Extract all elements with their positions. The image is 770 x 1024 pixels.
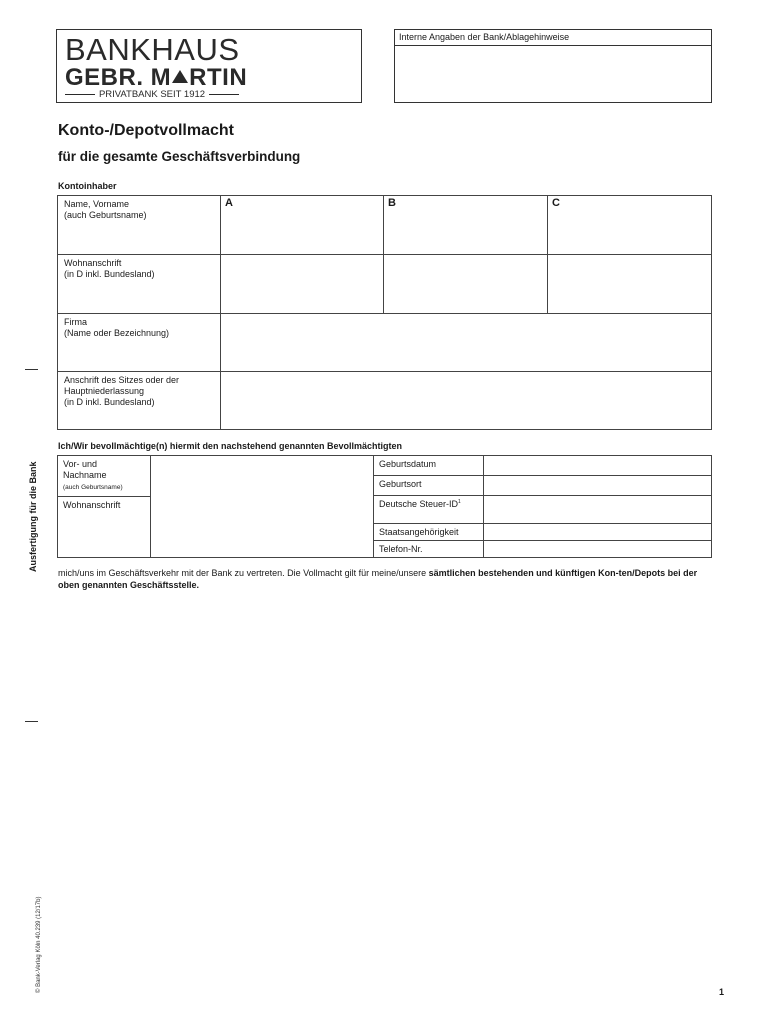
holder-row-company: [58, 314, 711, 372]
attorney-name-address-field[interactable]: [151, 456, 374, 557]
field-birth-date[interactable]: Geburtsdatum: [374, 456, 711, 476]
logo-bankhaus: BANKHAUS: [65, 32, 240, 67]
authorization-text: mich/uns im Geschäftsverkehr mit der Bank zu vertreten. Die Vollmacht gilt für meine/unsere sämtlichen bestehenden und künftigen Kon-ten/Depots bei der oben genannten Geschäftsstelle.: [58, 568, 698, 590]
page-number: 1: [719, 987, 725, 997]
field-tax-id[interactable]: Deutsche Steuer-$ID^1$: [374, 496, 711, 524]
holder-section-label: Kontoinhaber: [58, 181, 117, 191]
attorney-table: [57, 455, 712, 558]
holder-address-b-field[interactable]: [384, 255, 548, 313]
copyright-note: © Bank-Verlag Köln 40.239 (12/17b): [36, 896, 42, 993]
holder-row-label: Wohnanschrift (in D inkl. Bundesland): [58, 255, 221, 313]
holder-company-field[interactable]: [221, 314, 711, 371]
holder-name-a-field[interactable]: A: [221, 196, 384, 254]
holder-row-name: [58, 196, 711, 255]
page-title: Konto-/Depotvollmacht: [58, 122, 234, 139]
holder-company-address-field[interactable]: [221, 372, 711, 429]
logo-tagline: PRIVATBANK SEIT 1912: [65, 89, 239, 100]
holder-row-label: Firma (Name oder Bezeichnung): [58, 314, 221, 371]
attorney-section-label: Ich/Wir bevollmächtige(n) hiermit den nachstehend genannten Bevollmächtigten: [58, 441, 402, 451]
holder-row-company-address: [58, 372, 711, 429]
internal-notes-header: Interne Angaben der Bank/Ablagehinweise: [395, 30, 711, 46]
copy-for-bank-label: Ausfertigung für die Bank: [28, 461, 38, 572]
bank-logo: [56, 29, 362, 103]
logo-gebr-martin: GEBR. M RTIN: [65, 64, 248, 91]
holder-name-c-field[interactable]: C: [552, 197, 560, 209]
holder-name-b-field[interactable]: B: [384, 196, 548, 254]
holder-row-label: Name, Vorname (auch Geburtsname): [58, 196, 221, 254]
holder-row-address: [58, 255, 711, 314]
fold-mark-bottom: [25, 721, 38, 722]
holder-table: [57, 195, 712, 430]
holder-address-c-field[interactable]: [548, 255, 711, 313]
field-phone[interactable]: Telefon-Nr.: [374, 541, 711, 557]
field-nationality[interactable]: Staatsangehörigkeit: [374, 524, 711, 541]
page-subtitle: für die gesamte Geschäftsverbindung: [58, 149, 301, 164]
attorney-name-label: Vor- und Nachname (auch Geburtsname): [63, 459, 123, 491]
field-birth-place[interactable]: Geburtsort: [374, 476, 711, 496]
holder-row-label: Anschrift des Sitzes oder der Hauptniederlassung (in D inkl. Bundesland): [58, 372, 221, 429]
holder-address-a-field[interactable]: [221, 255, 384, 313]
attorney-address-label: Wohnanschrift: [58, 496, 150, 513]
internal-notes-box: [394, 29, 712, 103]
fold-mark-top: [25, 369, 38, 370]
attorney-right-fields: [374, 456, 711, 557]
logo-triangle-icon: [172, 70, 188, 83]
attorney-left-labels: [58, 456, 151, 557]
